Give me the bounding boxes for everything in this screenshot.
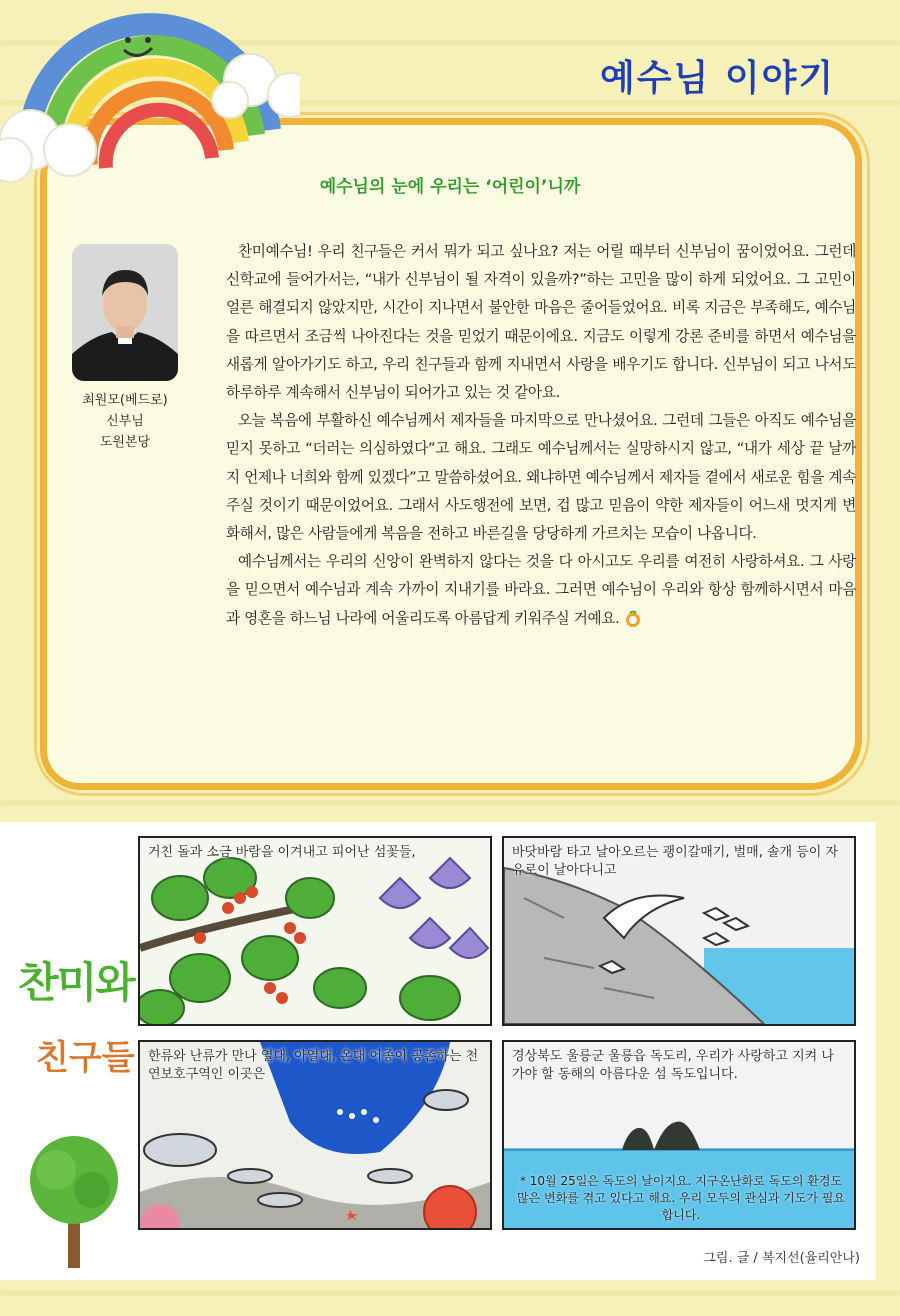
tree-illustration [20,1120,130,1270]
author-name: 최원모(베드로) [82,393,168,408]
comic-panel-3 [138,1040,492,1230]
article-paragraph: 예수님께서는 우리의 신앙이 완벽하지 않다는 것을 다 아시고도 우리를 여전히 사랑하셔요. 그 사랑을 믿으면서 예수님과 계속 가까이 지내기를 바라요. 그러면 예수님이 우리와 항상 함께하시면서 마음과 영혼을 하느님 나라에 어울리도록 아름답게 키워주실 거예요. [226,553,856,627]
comic-panel-3-text: 한류와 난류가 만나 열대, 아열대, 온대 어종이 공존하는 천연보호구역인 이곳은 [148,1049,479,1082]
author-parish: 도원본당 [99,435,151,450]
island-flowers-illustration [140,838,490,1024]
article-body [226,238,856,633]
author-role: 신부님 [106,414,144,429]
comic-side-title-1: 찬미와 [18,958,134,1007]
comic-panel-2 [502,836,856,1026]
rainbow-illustration [0,0,300,190]
article-paragraph: 찬미예수님! 우리 친구들은 커서 뭐가 되고 싶나요? 저는 어릴 때부터 신부님이 꿈이었어요. 그런데 신학교에 들어가서는, “내가 신부님이 될 자격이 있을까?”하는 고민을 많이 하게 되었어요. 그 고민이 얼른 해결되지 않았지만, 시간이 지나면서 불안한 마음은 줄어들었어요. 비록 지금은 부족해도, 예수님을 따르면서 조금씩 나아진다는 것을 믿었기 때문이에요. 지금도 이렇게 강론 준비를 하면서 예수님을 새롭게 알아가기도 하고, 우리 친구들과 함께 지내면서 사랑을 배우기도 합니다. 신부님이 되고 나서도 하루하루 계속해서 신부님이 되어가고 있는 것 같아요. [226,243,856,402]
bg-stripe [0,800,900,806]
end-mark-icon [624,610,642,628]
page-title: 예수님 이야기 [600,58,836,99]
comic-panel-4 [502,1040,856,1230]
comic-credit: 그림. 글 / 복지선(율리안나) [703,1251,860,1266]
comic-panel-1 [138,836,492,1026]
comic-panel-2-text: 바닷바람 타고 날아오르는 괭이갈매기, 벌매, 솔개 등이 자유로이 날아다니고 [512,845,839,878]
article-paragraph: 오늘 복음에 부활하신 예수님께서 제자들을 마지막으로 만나셨어요. 그런데 그들은 아직도 예수님을 믿지 못하고 “더러는 의심하였다”고 해요. 그래도 예수님께서는 실망하시지 않고, “내가 세상 끝 날까지 언제나 너희와 함께 있겠다”고 말씀하셨어요. 왜냐하면 예수님께서 제자들 곁에서 새로운 힘을 계속 주실 것이기 때문이었어요. 그래서 사도행전에 보면, 겁 많고 믿음이 약한 제자들이 어느새 멋지게 변화해서, 많은 사람들에게 복음을 전하고 바른길을 당당하게 가르치는 모습이 나옵니다. [226,412,856,543]
comic-panel-1-text: 거친 돌과 소금 바람을 이겨내고 피어난 섬꽃들, [148,845,416,860]
comic-panel-4-note: * 10월 25일은 독도의 날이지요. 지구온난화로 독도의 환경도 많은 변화를 겪고 있다고 해요. 우리 모두의 관심과 기도가 필요합니다. [517,1174,845,1222]
article-subtitle: 예수님의 눈에 우리는 ‘어린이’니까 [319,177,581,197]
comic-side-title-2: 친구들 [36,1038,135,1078]
bg-stripe [0,1290,900,1296]
author-photo [72,244,178,381]
comic-panel-4-text: 경상북도 울릉군 울릉읍 독도리, 우리가 사랑하고 지켜 나가야 할 동해의 아름다운 섬 독도입니다. [512,1049,834,1082]
